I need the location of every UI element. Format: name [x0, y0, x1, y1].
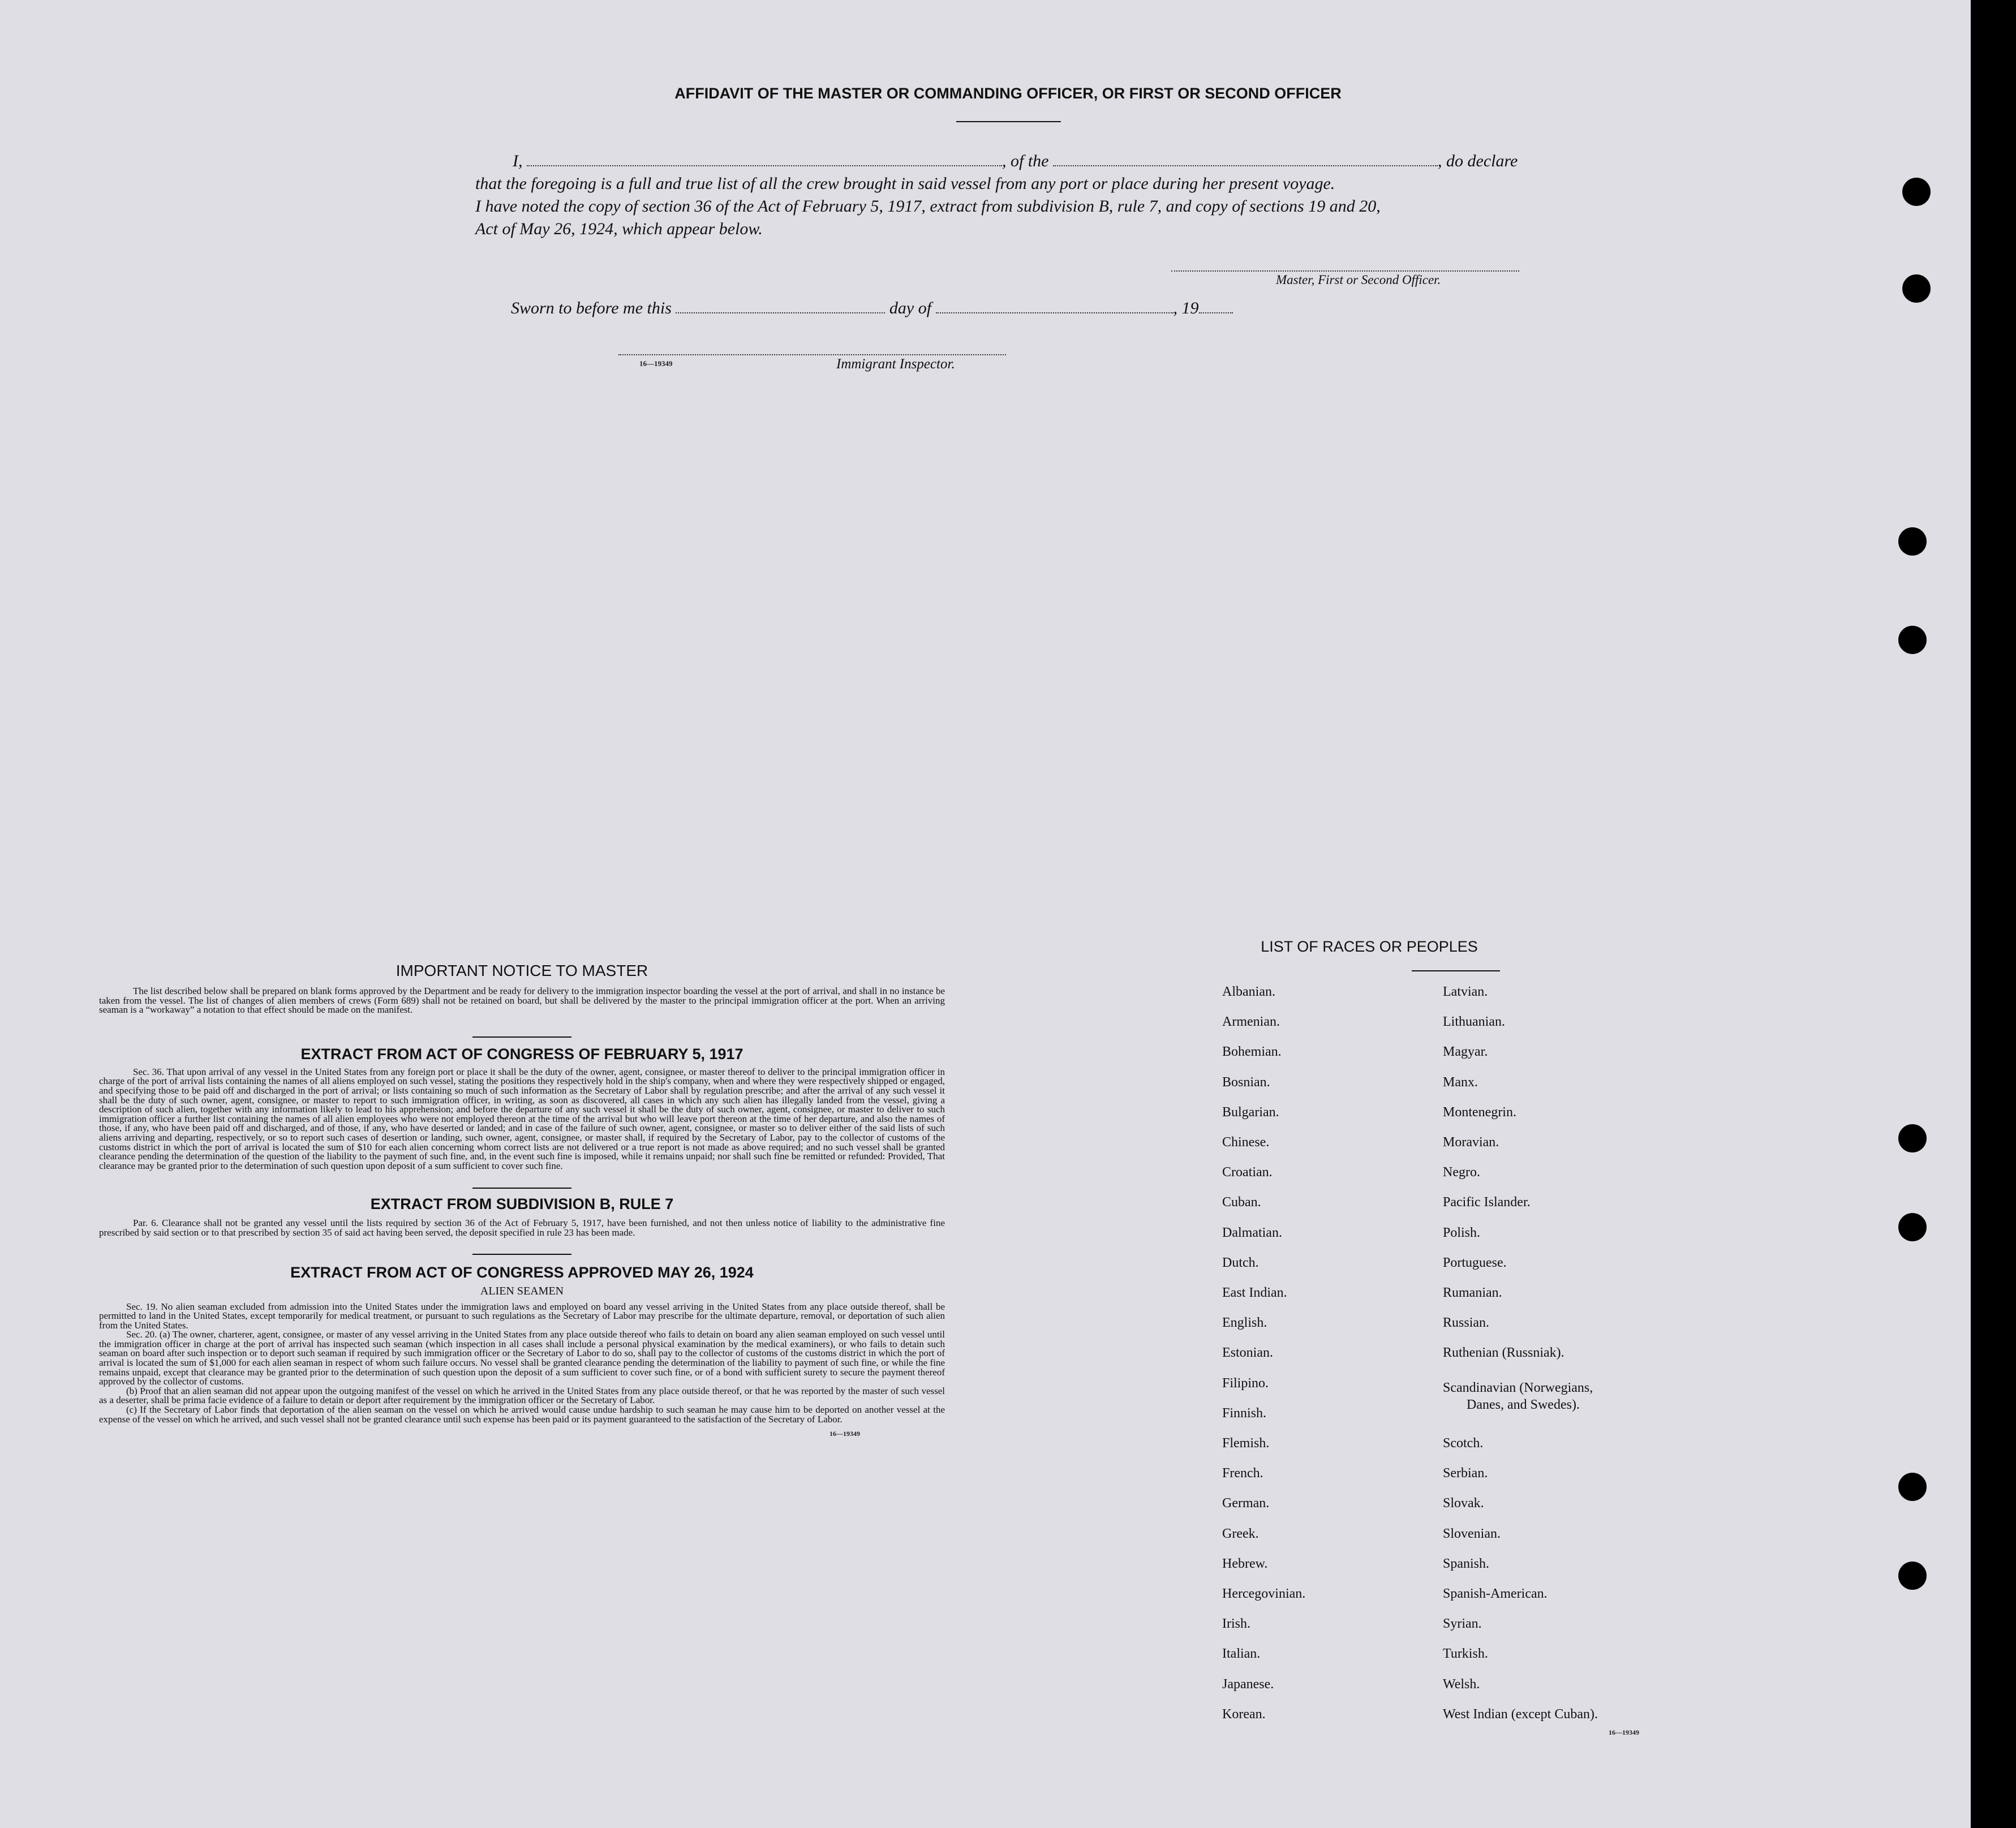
race-item: Portuguese. — [1443, 1255, 1507, 1270]
race-item: Turkish. — [1443, 1646, 1488, 1662]
race-item: Armenian. — [1222, 1014, 1280, 1030]
race-item: Bohemian. — [1222, 1044, 1282, 1060]
race-item: Ruthenian (Russniak). — [1443, 1345, 1564, 1361]
race-item: French. — [1222, 1466, 1263, 1481]
race-item: Latvian. — [1443, 984, 1488, 999]
master-name-field[interactable] — [527, 149, 1002, 166]
race-item: Filipino. — [1222, 1375, 1269, 1391]
race-item: Scandinavian (Norwegians, — [1443, 1380, 1593, 1395]
races-left-column — [1222, 984, 1426, 1737]
race-item: Croatian. — [1222, 1165, 1273, 1180]
race-item: Irish. — [1222, 1616, 1250, 1632]
race-item: Pacific Islander. — [1443, 1195, 1531, 1210]
punch-hole — [1898, 1562, 1927, 1590]
extract-1924-title: EXTRACT FROM ACT OF CONGRESS APPROVED MAY 26, 1924 — [290, 1263, 754, 1281]
race-item: Negro. — [1443, 1165, 1480, 1180]
punch-hole — [1898, 1213, 1927, 1241]
race-item: Dutch. — [1222, 1255, 1259, 1270]
races-title: LIST OF RACES OR PEOPLES — [1261, 938, 1478, 955]
race-item: Hebrew. — [1222, 1556, 1268, 1571]
race-item: Spanish. — [1443, 1556, 1490, 1571]
race-item: West Indian (except Cuban). — [1443, 1706, 1598, 1722]
sec20a-body: Sec. 20. (a) The owner, charterer, agent, consignee, or master of any vessel arriving in the United States from any place outside thereof who fails to detain on board any alien seaman employed on such vessel until the immigration officer in charge at the port of arrival has inspected such seaman (which inspection in all cases shall include a personal physical examination by the medical examiners), or who fails to detain such seaman on board after such inspection or to deport such seaman if required by such immigration officer or the Secretary of Labor to do so, shall pay to the collector of customs of the customs district in which the port of arrival is located the sum of $1,000 for each alien seaman in respect of whom such failure occurs. No vessel shall be granted clearance pending the determination of the liability to payment of such fine, or while the fine remains unpaid, except that clearance may be granted prior to the determination of such question upon the deposit of a sum sufficient to cover such fine, or of a bond with sufficient surety to secure the payment thereof approved by the collector of customs. — [99, 1329, 945, 1387]
punch-hole — [1898, 626, 1927, 654]
race-item: Montenegrin. — [1443, 1104, 1516, 1120]
race-item: Chinese. — [1222, 1135, 1270, 1150]
race-item: Moravian. — [1443, 1135, 1499, 1150]
race-item: Russian. — [1443, 1315, 1490, 1331]
divider — [1412, 970, 1500, 971]
race-item: Cuban. — [1222, 1195, 1261, 1210]
race-item: Greek. — [1222, 1526, 1259, 1541]
race-item: Flemish. — [1222, 1436, 1270, 1451]
race-item: German. — [1222, 1496, 1270, 1511]
race-item: Scotch. — [1443, 1436, 1484, 1451]
legal-notices — [99, 962, 945, 1438]
race-item: Bulgarian. — [1222, 1104, 1279, 1120]
divider — [472, 1188, 571, 1189]
race-item: East Indian. — [1222, 1285, 1287, 1300]
rule7-title: EXTRACT FROM SUBDIVISION B, RULE 7 — [370, 1195, 674, 1213]
sworn-line — [511, 296, 1233, 318]
race-item: Polish. — [1443, 1225, 1481, 1240]
divider — [472, 1036, 571, 1038]
extract-1917-body: Sec. 36. That upon arrival of any vessel in the United States from any foreign port or place it shall be the duty of the owner, agent, consignee, or master thereof to deliver to the principal immigration officer in charge of the port of arrival lists containing the names of all aliens employed on such vessel, stating the positions they respectively hold in the ship's company, when and where they were respectively shipped or engaged, and specifying those to be paid off and discharged in the port of arrival; or lists containing so much of such information as the Secretary of Labor shall by regulation prescribe; and after the arrival of any such vessel it shall be the duty of such owner, agent, consignee, or master to report to such immigration officer, in writing, as soon as discovered, all cases in which any such alien has illegally landed from the vessel, giving a description of such alien, together with any information likely to lead to his apprehension; and before the departure of any such vessel it shall be the duty of such owner, agent, consignee, or master to deliver to such immigration officer a further list containing the names of all alien employees who were not employed thereon at the time of the arrival but who will leave port thereon at the time of her departure, and also the names of those, if any, who have been paid off and discharged, and of those, if any, who have deserted or landed; and in case of the failure of such owner, agent, consignee, or master so to deliver either of the said lists of such aliens arriving and departing, respectively, or so to report such cases of desertion or landing, such owner, agent, consignee, or master shall, if required by the Secretary of Labor, pay to the collector of customs of the customs district in which the port of arrival is located the sum of $10 for each alien concerning whom correct lists are not delivered or a true report is not made as above required; and no such vessel shall be granted clearance pending the determination of the question of the liability to the payment of such fine, and, in the event such fine is imposed, while it remains unpaid; nor shall such fine be remitted or refunded: Provided, That clearance may be granted prior to the determination of such question upon deposit of a sum sufficient to cover such fine. — [99, 1066, 945, 1171]
affidavit-of-the: , of the — [1002, 152, 1049, 170]
divider — [956, 121, 1061, 122]
punch-hole — [1902, 274, 1931, 303]
punch-hole — [1898, 1473, 1927, 1501]
notice-title: IMPORTANT NOTICE TO MASTER — [396, 962, 648, 979]
divider — [472, 1254, 571, 1255]
form-number: 16—19349 — [639, 359, 673, 368]
sworn-year-field[interactable] — [1199, 296, 1233, 313]
race-item: Syrian. — [1443, 1616, 1482, 1632]
affidavit-title: AFFIDAVIT OF THE MASTER OR COMMANDING OFFICER, OR FIRST OR SECOND OFFICER — [674, 85, 1342, 102]
sec19-body: Sec. 19. No alien seaman excluded from admission into the United States under the immigration laws and employed on board any vessel arriving in the United States from any place outside thereof, shall be permitted to land in the United States, except temporarily for medical treatment, or pursuant to such regulations as the Secretary of Labor may prescribe for the ultimate departure, removal, or deportation of such alien from the United States. — [99, 1301, 945, 1331]
race-item: Italian. — [1222, 1646, 1261, 1662]
vessel-name-field[interactable] — [1053, 149, 1438, 166]
punch-hole — [1902, 178, 1931, 206]
extract-1917-title: EXTRACT FROM ACT OF CONGRESS OF FEBRUARY 5, 1917 — [300, 1045, 743, 1063]
race-item: Estonian. — [1222, 1345, 1273, 1361]
day-of-label: day of — [889, 299, 932, 317]
race-item: Welsh. — [1443, 1676, 1480, 1692]
race-item: Japanese. — [1222, 1676, 1274, 1692]
affidavit-line-2: that the foregoing is a full and true list of all the crew brought in said vessel from any port or place during her present voyage. — [475, 174, 1335, 193]
race-item: Dalmatian. — [1222, 1225, 1282, 1240]
affidavit-declaration — [475, 149, 1550, 240]
punch-hole — [1898, 527, 1927, 556]
alien-seamen-subtitle: ALIEN SEAMEN — [480, 1284, 564, 1297]
affidavit-i: I, — [513, 152, 523, 170]
year-label: , 19 — [1173, 299, 1199, 317]
form-number: 16—19349 — [1609, 1728, 1639, 1736]
race-item: Slovak. — [1443, 1496, 1484, 1511]
race-item: Spanish-American. — [1443, 1586, 1548, 1601]
inspector-caption: Immigrant Inspector. — [836, 356, 955, 372]
affidavit-line-3: I have noted the copy of section 36 of the Act of February 5, 1917, extract from subdivision B, rule 7, and copy of sections 19 and 20, — [475, 197, 1381, 216]
sworn-day-field[interactable] — [676, 296, 885, 313]
race-item: Bosnian. — [1222, 1074, 1270, 1090]
race-item: Albanian. — [1222, 984, 1275, 999]
race-item: Korean. — [1222, 1706, 1266, 1722]
race-item: Hercegovinian. — [1222, 1586, 1306, 1601]
master-signature-line[interactable] — [1171, 253, 1519, 272]
race-item: Slovenian. — [1443, 1526, 1501, 1541]
affidavit-line-4: Act of May 26, 1924, which appear below. — [475, 220, 763, 238]
sec20b-body: (b) Proof that an alien seaman did not appear upon the outgoing manifest of the vessel on which he arrived in the United States from any place outside thereof, or that he was reported by the master of such vessel as a deserter, shall be prima facie evidence of a failure to detain or deport after requirement by the immigration officer or the Secretary of Labor. — [99, 1385, 945, 1406]
punch-hole — [1898, 1124, 1927, 1152]
sec20c-body: (c) If the Secretary of Labor finds that deportation of the alien seaman on the vessel on which he arrived would cause undue hardship to such seaman he may cause him to be deported on another vessel at the expense of the vessel on which he arrived, and such vessel shall not be granted clearance until such expense has been paid or its payment guaranteed to the satisfaction of the Secretary of Labor. — [99, 1404, 945, 1425]
notice-body: The list described below shall be prepared on blank forms approved by the Department and be ready for delivery to the immigration inspector boarding the vessel at the port of arrival, and shall in no instance be taken from the vessel. The list of changes of alien members of crews (Form 689) shall not be retained on board, but shall be delivered by the master to the principal immigration officer at the port. When an arriving seaman is a “workaway” a notation to that effect should be made on the manifest. — [99, 986, 945, 1016]
affidavit-do-declare: , do declare — [1438, 152, 1518, 170]
race-item: Danes, and Swedes). — [1467, 1397, 1580, 1412]
race-item: Magyar. — [1443, 1044, 1488, 1060]
race-item: English. — [1222, 1315, 1267, 1331]
form-number: 16—19349 — [829, 1430, 860, 1438]
races-right-column — [1443, 984, 1686, 1737]
inspector-signature-line[interactable] — [618, 339, 1006, 355]
race-item: Lithuanian. — [1443, 1014, 1505, 1030]
race-item: Serbian. — [1443, 1466, 1488, 1481]
race-item: Manx. — [1443, 1074, 1478, 1090]
race-item: Rumanian. — [1443, 1285, 1502, 1300]
race-item: Finnish. — [1222, 1405, 1267, 1421]
sworn-month-field[interactable] — [936, 296, 1174, 313]
master-signature-caption: Master, First or Second Officer. — [1276, 273, 1441, 287]
sworn-label: Sworn to before me this — [511, 299, 672, 317]
rule7-body: Par. 6. Clearance shall not be granted any vessel until the lists required by section 36 of the Act of February 5, 1917, have been furnished, and not then unless notice of liability to the administrative fine prescribed by said section or to that prescribed by section 35 of said act having been served, the deposit specified in rule 23 has been made. — [99, 1218, 945, 1238]
